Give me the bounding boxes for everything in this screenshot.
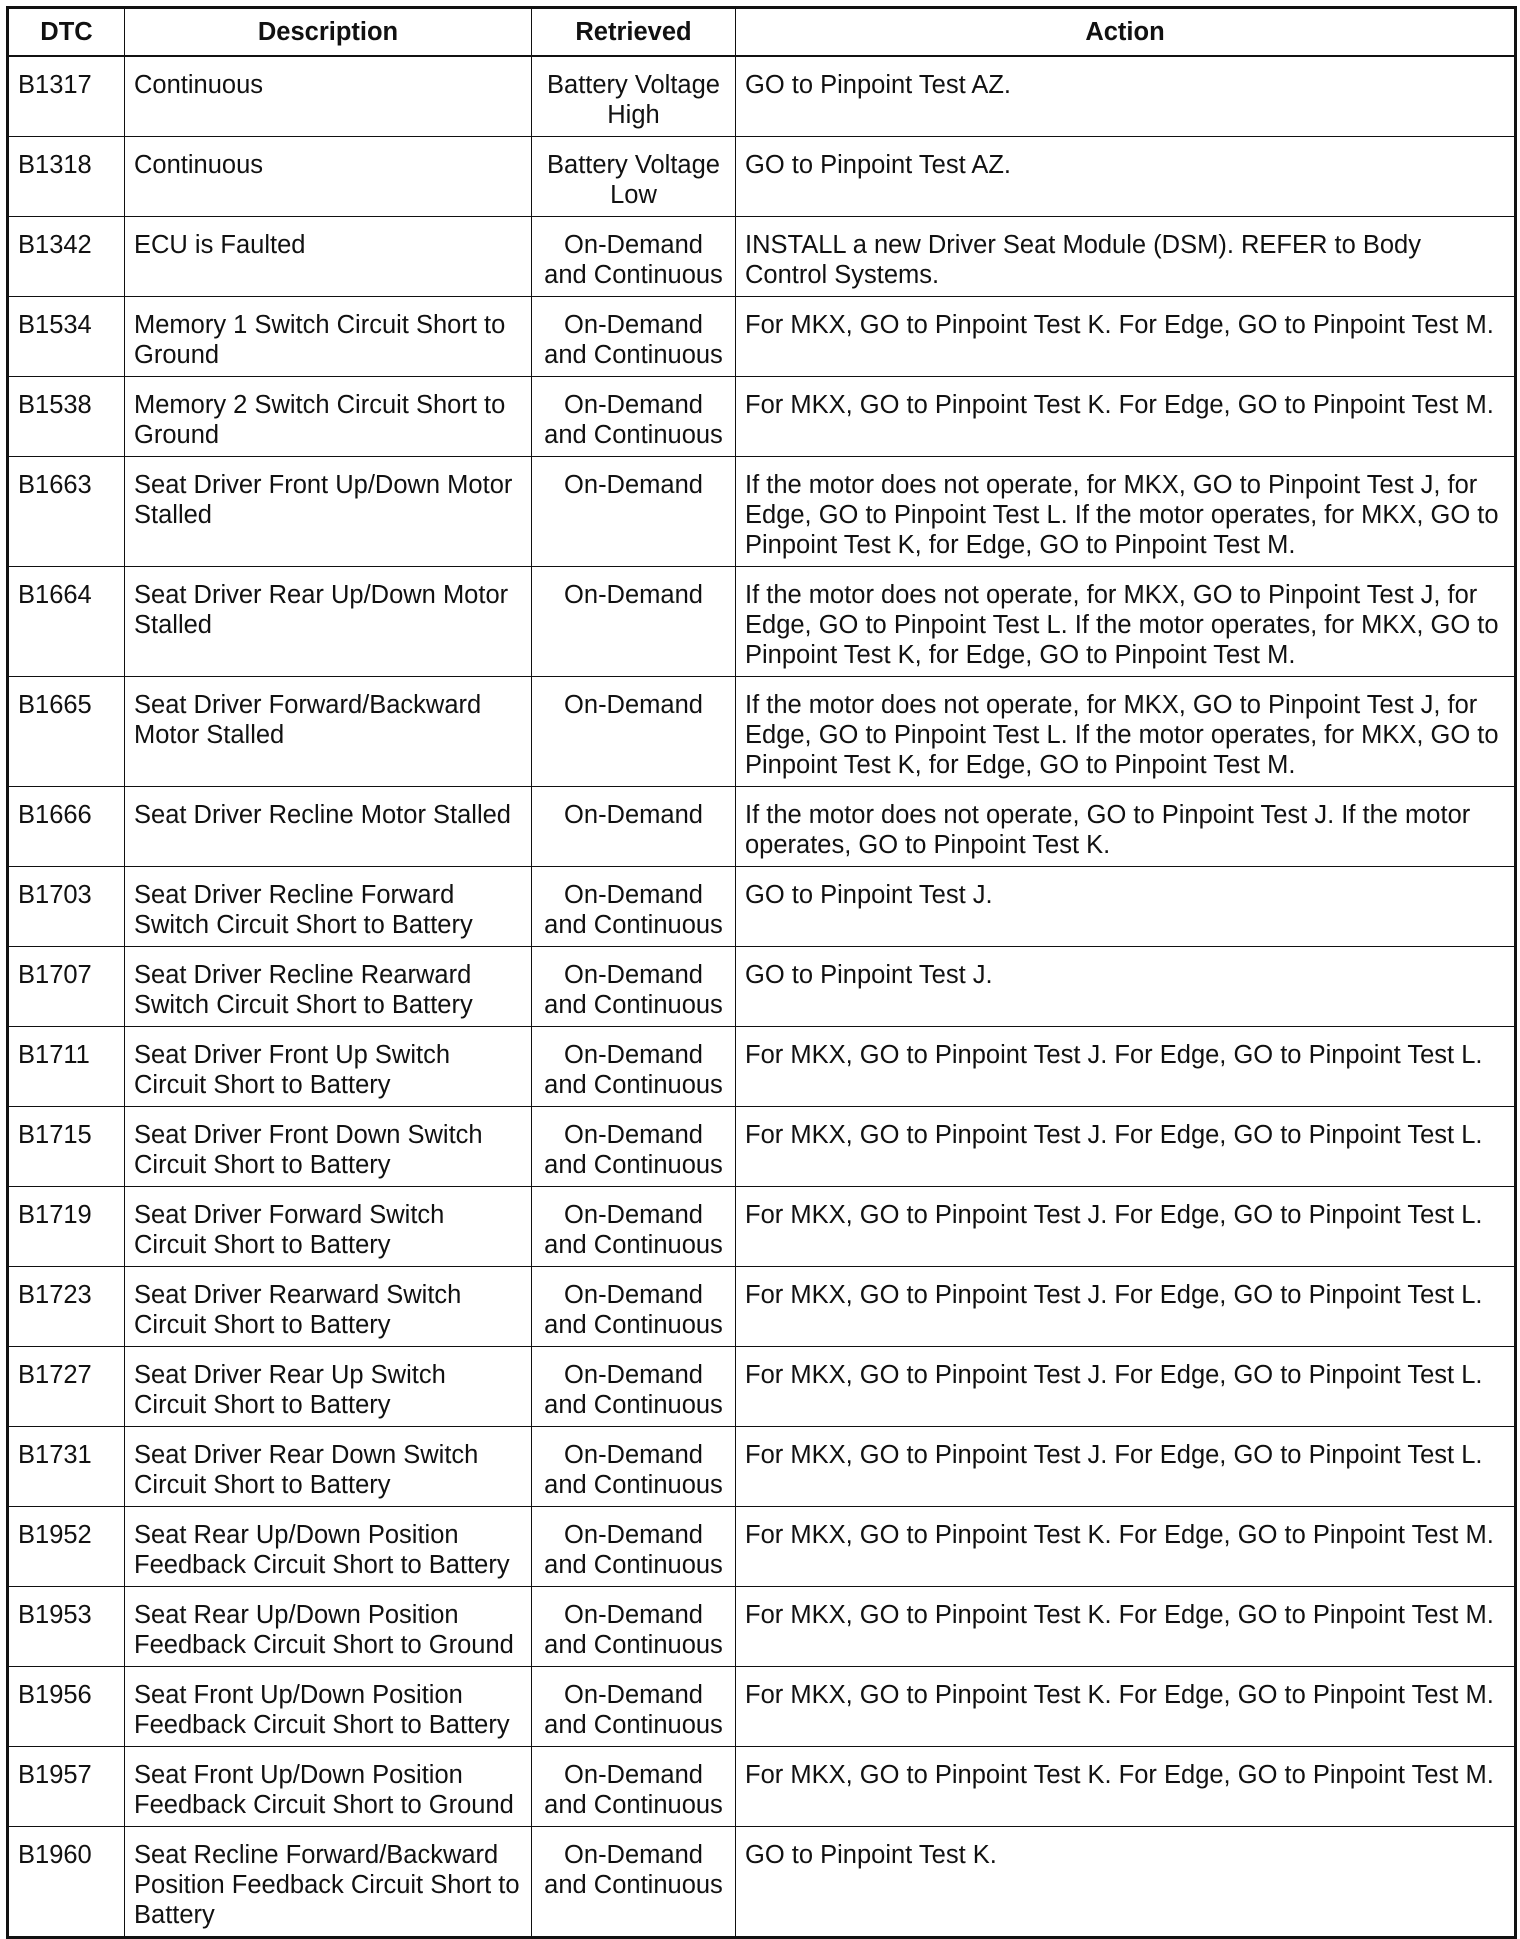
dtc-table [6,6,1517,1939]
cell-retrieved: On-Demand and Continuous [532,217,736,297]
cell-action: For MKX, GO to Pinpoint Test K. For Edge, GO to Pinpoint Test M. [736,1747,1516,1827]
cell-retrieved: On-Demand and Continuous [532,1187,736,1267]
cell-dtc: B1953 [8,1587,125,1667]
cell-retrieved: On-Demand and Continuous [532,1347,736,1427]
table-row [8,787,1516,867]
cell-action: GO to Pinpoint Test K. [736,1827,1516,1938]
cell-description: Seat Rear Up/Down Position Feedback Circuit Short to Battery [125,1507,532,1587]
cell-retrieved: On-Demand and Continuous [532,1747,736,1827]
table-row [8,1827,1516,1938]
cell-dtc: B1715 [8,1107,125,1187]
cell-description: Seat Driver Rear Up/Down Motor Stalled [125,567,532,677]
table-row [8,297,1516,377]
cell-dtc: B1318 [8,137,125,217]
cell-dtc: B1342 [8,217,125,297]
cell-action: If the motor does not operate, for MKX, GO to Pinpoint Test J, for Edge, GO to Pinpoint Test L. If the motor operates, for MKX, GO to Pinpoint Test K, for Edge, GO to Pinpoint Test M. [736,567,1516,677]
table-row [8,1347,1516,1427]
table-row [8,457,1516,567]
table-header-row [8,8,1516,57]
table-row [8,137,1516,217]
cell-description: Memory 2 Switch Circuit Short to Ground [125,377,532,457]
cell-dtc: B1957 [8,1747,125,1827]
cell-dtc: B1666 [8,787,125,867]
table-row [8,1587,1516,1667]
cell-dtc: B1960 [8,1827,125,1938]
cell-dtc: B1665 [8,677,125,787]
cell-retrieved: On-Demand and Continuous [532,297,736,377]
cell-action: For MKX, GO to Pinpoint Test J. For Edge, GO to Pinpoint Test L. [736,1187,1516,1267]
table-row [8,1667,1516,1747]
cell-action: For MKX, GO to Pinpoint Test K. For Edge, GO to Pinpoint Test M. [736,377,1516,457]
cell-description: Continuous [125,56,532,137]
cell-description: Seat Driver Recline Rearward Switch Circuit Short to Battery [125,947,532,1027]
cell-retrieved: On-Demand [532,677,736,787]
cell-dtc: B1703 [8,867,125,947]
cell-retrieved: On-Demand and Continuous [532,1507,736,1587]
cell-dtc: B1538 [8,377,125,457]
cell-action: INSTALL a new Driver Seat Module (DSM). REFER to Body Control Systems. [736,217,1516,297]
cell-action: For MKX, GO to Pinpoint Test K. For Edge, GO to Pinpoint Test M. [736,1667,1516,1747]
cell-retrieved: On-Demand and Continuous [532,1427,736,1507]
cell-retrieved: On-Demand and Continuous [532,1027,736,1107]
table-row [8,567,1516,677]
cell-description: Seat Driver Recline Forward Switch Circuit Short to Battery [125,867,532,947]
cell-action: For MKX, GO to Pinpoint Test J. For Edge, GO to Pinpoint Test L. [736,1027,1516,1107]
header-dtc: DTC [8,8,125,57]
cell-action: For MKX, GO to Pinpoint Test J. For Edge, GO to Pinpoint Test L. [736,1427,1516,1507]
cell-description: Seat Driver Recline Motor Stalled [125,787,532,867]
cell-retrieved: On-Demand and Continuous [532,1587,736,1667]
cell-description: Seat Recline Forward/Backward Position Feedback Circuit Short to Battery [125,1827,532,1938]
table-row [8,1507,1516,1587]
table-row [8,947,1516,1027]
cell-description: ECU is Faulted [125,217,532,297]
header-action: Action [736,8,1516,57]
cell-description: Seat Front Up/Down Position Feedback Circuit Short to Battery [125,1667,532,1747]
cell-retrieved: On-Demand and Continuous [532,1827,736,1938]
cell-action: For MKX, GO to Pinpoint Test K. For Edge, GO to Pinpoint Test M. [736,1587,1516,1667]
cell-description: Seat Driver Forward Switch Circuit Short to Battery [125,1187,532,1267]
cell-description: Seat Driver Rear Up Switch Circuit Short to Battery [125,1347,532,1427]
cell-description: Memory 1 Switch Circuit Short to Ground [125,297,532,377]
cell-action: GO to Pinpoint Test AZ. [736,137,1516,217]
cell-dtc: B1707 [8,947,125,1027]
table-row [8,1187,1516,1267]
cell-description: Seat Driver Front Down Switch Circuit Short to Battery [125,1107,532,1187]
cell-action: For MKX, GO to Pinpoint Test K. For Edge, GO to Pinpoint Test M. [736,297,1516,377]
cell-action: If the motor does not operate, for MKX, GO to Pinpoint Test J, for Edge, GO to Pinpoint Test L. If the motor operates, for MKX, GO to Pinpoint Test K, for Edge, GO to Pinpoint Test M. [736,457,1516,567]
cell-dtc: B1723 [8,1267,125,1347]
cell-dtc: B1664 [8,567,125,677]
cell-dtc: B1534 [8,297,125,377]
cell-description: Seat Driver Forward/Backward Motor Stalled [125,677,532,787]
header-description: Description [125,8,532,57]
cell-dtc: B1952 [8,1507,125,1587]
cell-retrieved: On-Demand and Continuous [532,867,736,947]
cell-retrieved: On-Demand [532,787,736,867]
table-row [8,217,1516,297]
table-row [8,867,1516,947]
cell-description: Seat Driver Front Up Switch Circuit Short to Battery [125,1027,532,1107]
cell-retrieved: On-Demand and Continuous [532,1107,736,1187]
cell-action: If the motor does not operate, for MKX, GO to Pinpoint Test J, for Edge, GO to Pinpoint Test L. If the motor operates, for MKX, GO to Pinpoint Test K, for Edge, GO to Pinpoint Test M. [736,677,1516,787]
cell-action: For MKX, GO to Pinpoint Test J. For Edge, GO to Pinpoint Test L. [736,1267,1516,1347]
cell-retrieved: On-Demand and Continuous [532,377,736,457]
cell-retrieved: On-Demand and Continuous [532,947,736,1027]
cell-retrieved: Battery Voltage High [532,56,736,137]
cell-action: GO to Pinpoint Test J. [736,867,1516,947]
cell-dtc: B1317 [8,56,125,137]
cell-dtc: B1711 [8,1027,125,1107]
cell-action: GO to Pinpoint Test J. [736,947,1516,1027]
cell-retrieved: Battery Voltage Low [532,137,736,217]
cell-dtc: B1956 [8,1667,125,1747]
table-row [8,1267,1516,1347]
cell-description: Continuous [125,137,532,217]
cell-dtc: B1663 [8,457,125,567]
table-row [8,1107,1516,1187]
cell-dtc: B1727 [8,1347,125,1427]
table-row [8,1747,1516,1827]
cell-dtc: B1719 [8,1187,125,1267]
dtc-table-container [6,6,1514,1939]
cell-description: Seat Driver Rearward Switch Circuit Short to Battery [125,1267,532,1347]
cell-description: Seat Rear Up/Down Position Feedback Circuit Short to Ground [125,1587,532,1667]
cell-description: Seat Driver Front Up/Down Motor Stalled [125,457,532,567]
cell-retrieved: On-Demand [532,457,736,567]
cell-description: Seat Driver Rear Down Switch Circuit Short to Battery [125,1427,532,1507]
cell-action: For MKX, GO to Pinpoint Test J. For Edge, GO to Pinpoint Test L. [736,1107,1516,1187]
table-row [8,1427,1516,1507]
table-row [8,677,1516,787]
cell-retrieved: On-Demand and Continuous [532,1267,736,1347]
cell-action: If the motor does not operate, GO to Pinpoint Test J. If the motor operates, GO to Pinpoint Test K. [736,787,1516,867]
cell-retrieved: On-Demand [532,567,736,677]
table-row [8,56,1516,137]
table-row [8,1027,1516,1107]
cell-description: Seat Front Up/Down Position Feedback Circuit Short to Ground [125,1747,532,1827]
cell-action: For MKX, GO to Pinpoint Test J. For Edge, GO to Pinpoint Test L. [736,1347,1516,1427]
cell-retrieved: On-Demand and Continuous [532,1667,736,1747]
header-retrieved: Retrieved [532,8,736,57]
cell-action: GO to Pinpoint Test AZ. [736,56,1516,137]
table-row [8,377,1516,457]
cell-action: For MKX, GO to Pinpoint Test K. For Edge, GO to Pinpoint Test M. [736,1507,1516,1587]
cell-dtc: B1731 [8,1427,125,1507]
